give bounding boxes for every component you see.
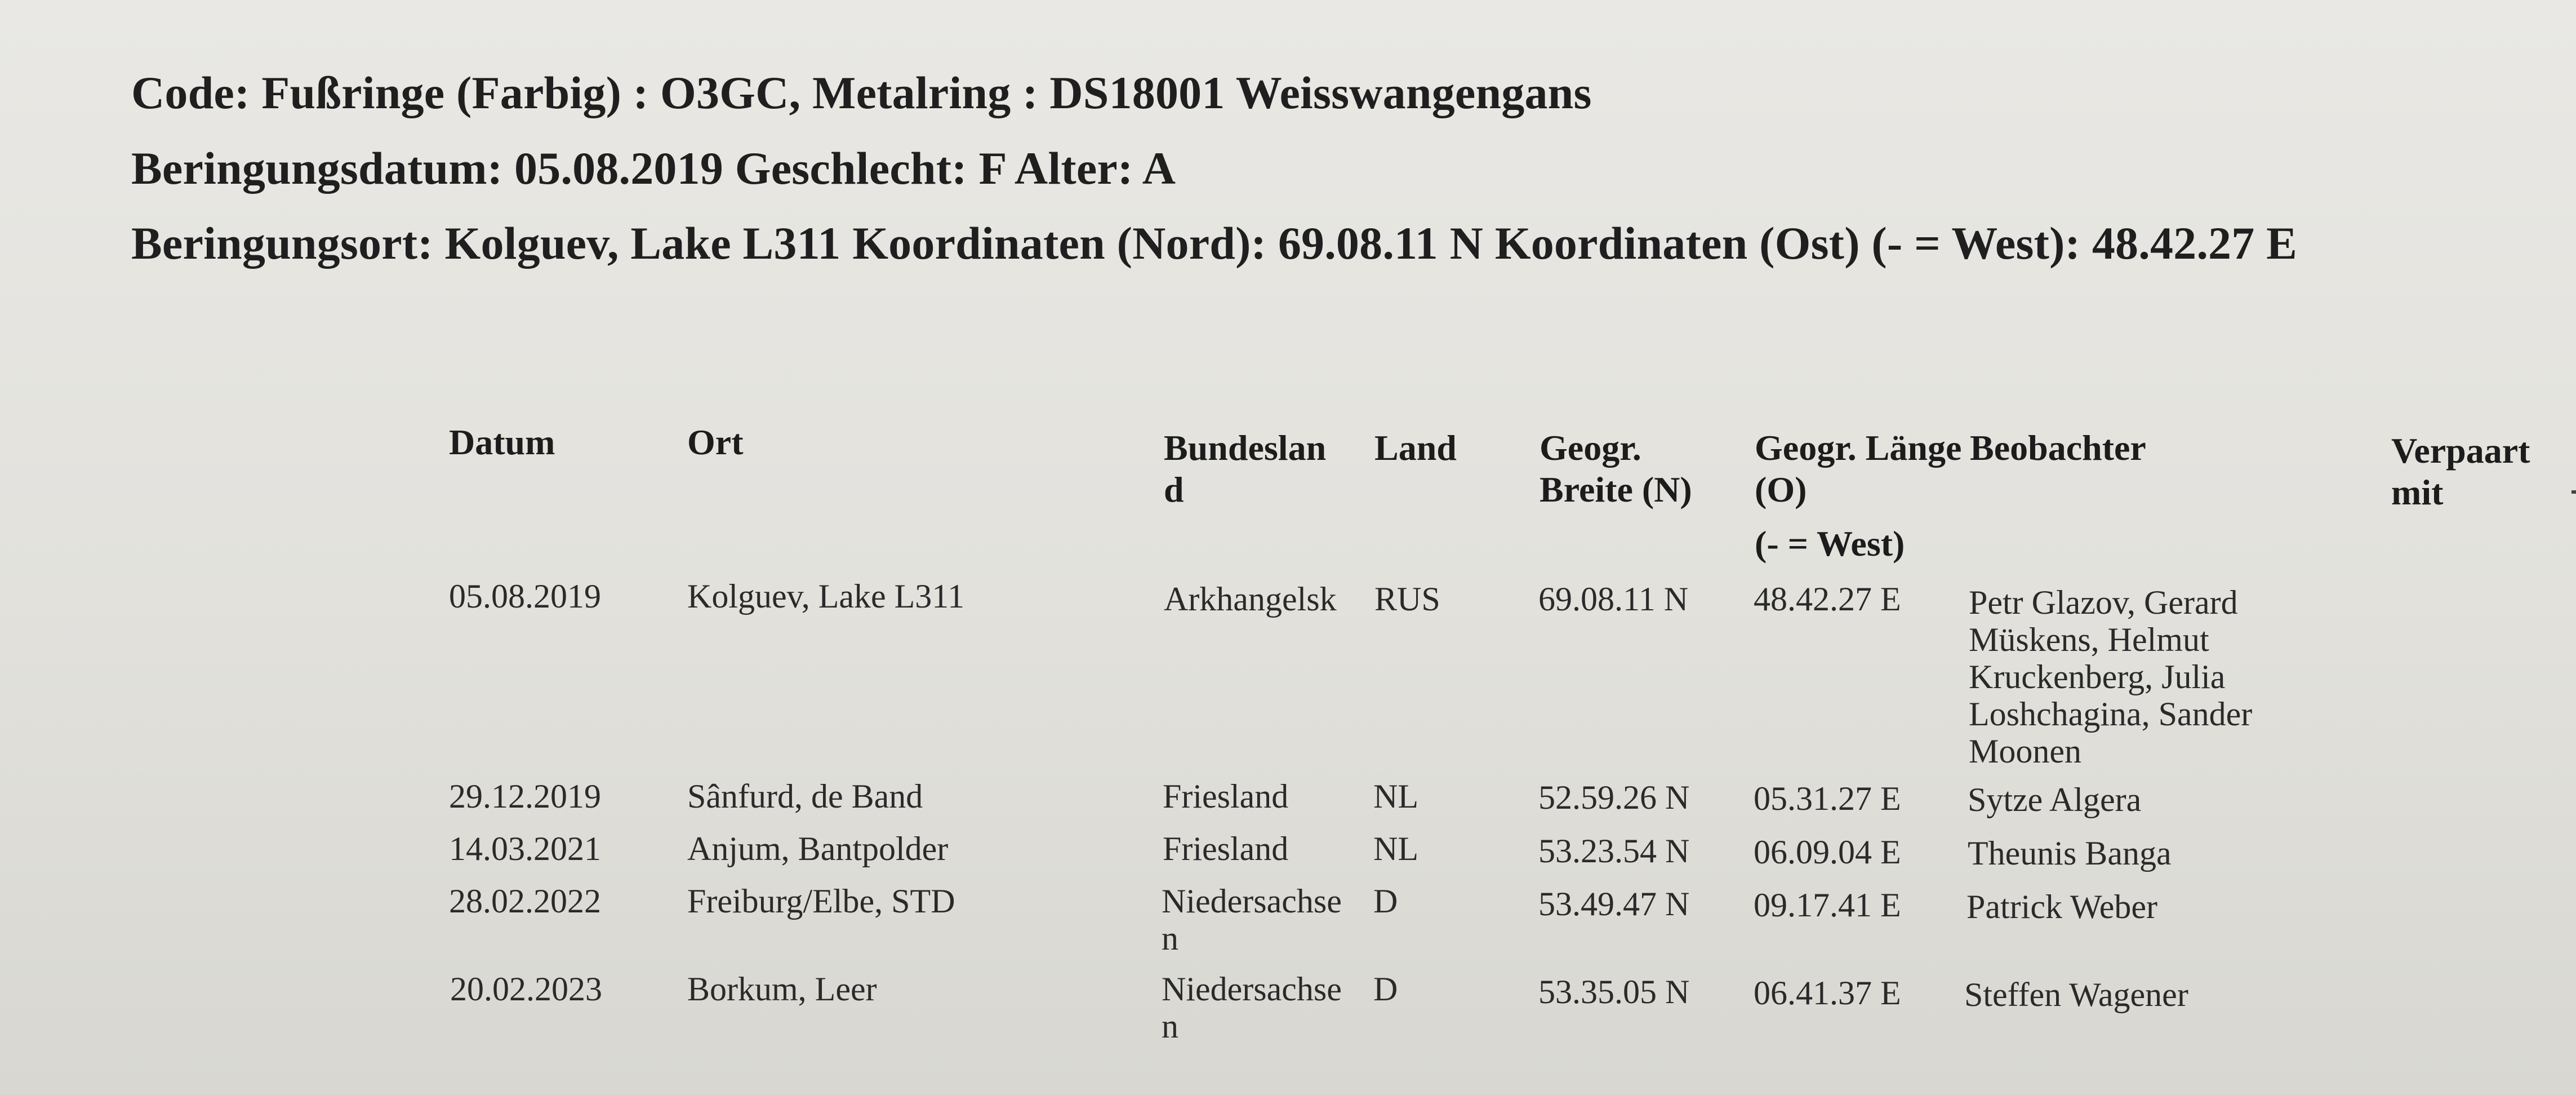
column-header-datum: Datum [449,422,555,462]
cell-datum: 14.03.2021 [449,830,601,867]
cell-ort: Sânfurd, de Band [687,778,923,815]
cell-bundesland: Niedersachse n [1162,970,1342,1045]
cell-breite: 53.35.05 N [1538,973,1690,1010]
column-header-land: Land [1374,428,1457,468]
column-header-verpaart: Verpaart mit [2391,431,2530,512]
cell-beobachter: Theunis Banga [1968,835,2172,872]
cell-land: D [1373,970,1398,1008]
cell-beobachter: Petr Glazov, Gerard Müskens, Helmut Kruckenberg, Julia Loshchagina, Sander Moonen [1969,584,2253,770]
cell-ort: Borkum, Leer [687,970,877,1008]
cell-breite: 53.23.54 N [1538,832,1690,870]
ring-code-line: Code: Fußringe (Farbig) : O3GC, Metalring : DS18001 Weisswangengans [131,67,1592,118]
column-header-ort: Ort [687,422,744,462]
cell-beobachter: Sytze Algera [1968,781,2142,818]
cell-ort: Kolguev, Lake L311 [687,578,965,615]
cell-bundesland: Friesland [1163,778,1289,815]
column-header-breite: Geogr. Breite (N) [1540,428,1692,509]
cell-datum: 28.02.2022 [449,883,601,920]
cell-bundesland: Arkhangelsk [1164,580,1337,618]
cell-land: NL [1373,830,1418,867]
cell-laenge: 05.31.27 E [1754,780,1901,817]
cell-land: RUS [1374,580,1440,618]
cell-breite: 52.59.26 N [1538,779,1690,816]
cell-breite: 53.49.47 N [1538,885,1690,923]
column-header-bundesland: Bundeslan d [1164,428,1327,509]
cell-breite: 69.08.11 N [1538,580,1689,618]
cell-datum: 29.12.2019 [449,778,601,815]
cell-land: NL [1373,778,1418,815]
cell-datum: 05.08.2019 [449,578,601,615]
cell-bundesland: Niedersachse n [1162,883,1342,957]
column-header-laenge: Geogr. Länge (O) [1755,428,1962,509]
column-header-beobachter: Beobachter [1970,428,2146,468]
cell-laenge: 09.17.41 E [1754,886,1901,924]
page-edge-mark [2571,490,2576,494]
cell-laenge: 06.41.37 E [1754,974,1901,1012]
cell-beobachter: Steffen Wagener [1964,976,2188,1013]
ringing-date-line: Beringungsdatum: 05.08.2019 Geschlecht: F Alter: A [131,143,1176,194]
cell-ort: Freiburg/Elbe, STD [687,883,955,920]
cell-bundesland: Friesland [1163,830,1289,867]
cell-land: D [1373,883,1398,920]
ringing-location-line: Beringungsort: Kolguev, Lake L311 Koordinaten (Nord): 69.08.11 N Koordinaten (Ost) (- = West): 48.42.27 E [131,218,2298,269]
cell-laenge: 48.42.27 E [1754,580,1901,618]
cell-laenge: 06.09.04 E [1754,834,1901,871]
cell-beobachter: Patrick Weber [1967,888,2157,925]
cell-datum: 20.02.2023 [450,970,602,1008]
cell-ort: Anjum, Bantpolder [687,830,949,867]
column-header-laenge-note: (- = West) [1755,524,1905,564]
